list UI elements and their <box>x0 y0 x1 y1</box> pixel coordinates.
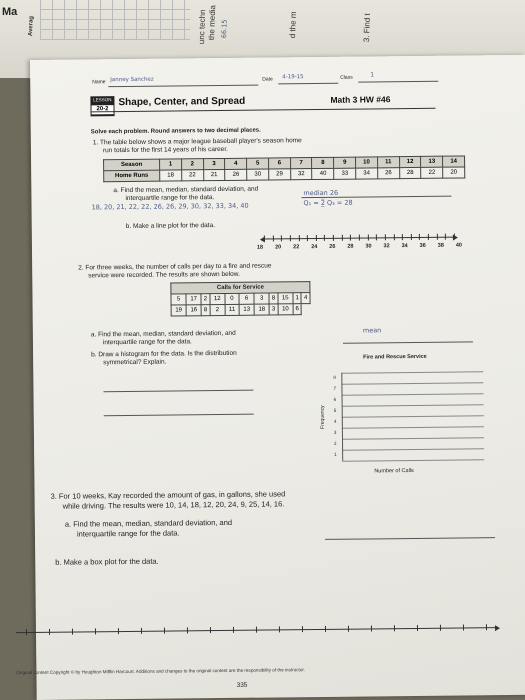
axis-tick <box>350 235 351 241</box>
axis-tick <box>141 628 142 634</box>
calls-cell: 11 <box>225 304 239 315</box>
home-run-cell: 30 <box>247 169 269 180</box>
axis-tick <box>210 627 211 633</box>
calls-cell: 3 <box>254 293 269 304</box>
calls-table-wrapper <box>170 281 310 316</box>
histogram-x-label: Number of Calls <box>374 468 414 475</box>
axis-tick <box>298 235 299 241</box>
histogram-gridline <box>342 404 484 406</box>
problem3-part-a: a. Find the mean, median, standard deviation, and <box>64 517 233 529</box>
background-note: 3. Find t <box>362 13 373 43</box>
problem3-prompt: while driving. The results were 10, 14, 18, 12, 20, 24, 9, 25, 14, 16. <box>62 499 285 511</box>
home-run-cell: 22 <box>181 170 203 181</box>
home-run-cell: 33 <box>334 168 356 179</box>
calls-cell: 8 <box>269 293 278 304</box>
axis-label: 34 <box>401 243 408 250</box>
season-cell: 1 <box>160 159 182 170</box>
axis-label: 40 <box>455 242 462 249</box>
background-heading: Ma <box>2 6 18 18</box>
season-cell: 13 <box>421 156 443 167</box>
season-cell: 8 <box>312 157 334 168</box>
axis-tick <box>463 624 464 630</box>
axis-tick <box>348 626 349 632</box>
histogram-gridline <box>341 371 483 373</box>
calls-cell: 4 <box>301 293 310 304</box>
answer-line <box>325 537 495 540</box>
problem2-prompt: service were recorded. The results are shown below. <box>88 270 240 280</box>
home-run-cell: 18 <box>160 170 182 181</box>
lesson-label: LESSON <box>93 97 112 103</box>
axis-tick <box>256 627 257 633</box>
calls-cell: 10 <box>278 304 293 315</box>
axis-tick <box>359 235 360 241</box>
table-row-header: Home Runs <box>104 170 160 182</box>
calls-cell: 5 <box>171 294 186 305</box>
axis-tick <box>187 627 188 633</box>
season-cell: 9 <box>334 157 356 168</box>
season-cell: 14 <box>443 156 465 167</box>
axis-tick <box>342 235 343 241</box>
background-note: 66.15 <box>220 19 229 39</box>
axis-tick <box>371 625 372 631</box>
homework-label: Math 3 HW #46 <box>330 94 391 105</box>
instructions: Solve each problem. Round answers to two decimal places. <box>90 127 261 136</box>
background-average-text: Averag <box>28 15 35 37</box>
histogram-gridline <box>342 448 484 450</box>
axis-tick <box>419 234 420 240</box>
date-value: 4-19-15 <box>282 74 304 81</box>
calls-cell: 1 <box>293 293 302 304</box>
problem2-part-b: b. Draw a histogram for the data. Is the distribution <box>91 349 237 359</box>
class-value: 1 <box>370 71 375 79</box>
class-label: Class <box>340 74 353 81</box>
axis-tick <box>376 234 377 240</box>
axis-tick <box>26 629 27 635</box>
axis-tick <box>72 629 73 635</box>
calls-cell: 6 <box>239 293 254 304</box>
line-plot-labels <box>257 242 462 250</box>
season-cell: 6 <box>268 158 290 169</box>
axis-tick <box>325 626 326 632</box>
background-note: the media <box>207 4 218 41</box>
name-value: Janney Sanchez <box>110 76 154 84</box>
axis-tick <box>411 234 412 240</box>
answer-line <box>104 414 254 417</box>
calls-cell: 17 <box>186 294 201 305</box>
histogram-gridline <box>342 415 484 417</box>
arrow-right-icon <box>495 625 500 631</box>
histogram-y-tick: 5 <box>333 407 337 413</box>
calls-cell: 16 <box>186 305 201 316</box>
calls-cell: 8 <box>201 305 210 316</box>
calls-cell: 3 <box>269 304 278 315</box>
histogram-gridline <box>342 437 484 439</box>
axis-tick <box>324 235 325 241</box>
background-note: d the m <box>288 11 298 39</box>
home-run-cell: 32 <box>290 169 312 180</box>
problem3-prompt: 3. For 10 weeks, Kay recorded the amount of gas, in gallons, she used <box>50 489 286 501</box>
axis-label: 28 <box>347 243 354 250</box>
home-run-cell: 29 <box>269 169 291 180</box>
home-run-cell: 26 <box>225 169 247 180</box>
season-cell: 7 <box>290 158 312 169</box>
handwritten-median: median 26 <box>303 188 339 198</box>
axis-label: 18 <box>256 244 264 251</box>
home-run-cell: 22 <box>421 167 443 178</box>
calls-cell: 6 <box>293 304 302 315</box>
axis-tick <box>445 234 446 240</box>
axis-tick <box>49 629 50 635</box>
axis-label: 30 <box>365 243 372 250</box>
home-run-cell: 40 <box>312 168 334 179</box>
home-runs-table <box>103 155 465 182</box>
page-number: 335 <box>236 681 248 689</box>
axis-tick <box>233 627 234 633</box>
histogram-y-tick: 2 <box>334 440 337 446</box>
axis-tick <box>281 235 282 241</box>
name-label: Name <box>92 79 106 86</box>
axis-label: 26 <box>329 243 336 250</box>
page-title: Shape, Center, and Spread <box>118 95 246 109</box>
axis-tick <box>428 234 429 240</box>
axis-tick <box>272 235 273 241</box>
axis-tick <box>333 235 334 241</box>
axis-tick <box>486 624 487 630</box>
axis-label: 32 <box>383 243 390 250</box>
axis-tick <box>394 625 395 631</box>
histogram-y-label: Frequency <box>319 405 326 429</box>
axis-tick <box>417 625 418 631</box>
calls-cell: 19 <box>171 305 186 316</box>
axis-tick <box>118 628 119 634</box>
answer-line <box>301 196 451 199</box>
date-label: Date <box>262 76 273 83</box>
axis-tick <box>316 235 317 241</box>
season-cell: 4 <box>225 158 247 169</box>
calls-cell: 12 <box>210 293 225 304</box>
table-row <box>171 304 310 316</box>
class-line <box>358 81 438 83</box>
problem1-part-a: interquartile range for the data. <box>125 194 215 203</box>
histogram-y-tick: 4 <box>333 418 337 424</box>
histogram-gridline <box>342 393 484 395</box>
worksheet-page <box>16 55 525 700</box>
name-line <box>108 85 258 88</box>
problem1-prompt: run totals for the first 14 years of his career. <box>102 145 228 155</box>
calls-cell: 18 <box>254 304 269 315</box>
problem1-part-b: b. Make a line plot for the data. <box>125 222 216 231</box>
axis-tick <box>290 235 291 241</box>
histogram-grid <box>333 371 484 463</box>
axis-label: 38 <box>437 242 444 249</box>
histogram-y-tick: 7 <box>333 385 336 391</box>
histogram-y-tick: 1 <box>334 451 337 457</box>
header-rule <box>91 108 436 113</box>
calls-cell: 2 <box>210 304 225 315</box>
season-cell: 3 <box>203 158 225 169</box>
handwritten-mean: mean <box>362 326 382 335</box>
axis-tick <box>393 234 394 240</box>
home-run-cell: 21 <box>203 169 225 180</box>
axis-tick <box>279 626 280 632</box>
histogram-y-tick: 3 <box>333 429 337 435</box>
axis-tick <box>437 234 438 240</box>
handwritten-sorted-data: 18, 20, 21, 22, 22, 26, 26, 29, 30, 32, 33, 34, 40 <box>91 201 249 212</box>
axis-tick <box>440 625 441 631</box>
histogram-gridline <box>342 459 484 461</box>
problem2-prompt: 2. For three weeks, the number of calls per day to a fire and rescue <box>78 262 272 272</box>
calls-cell: 15 <box>278 293 293 304</box>
home-run-cell: 26 <box>377 168 399 179</box>
histogram-y-tick: 8 <box>333 374 336 380</box>
home-run-cell: 20 <box>443 167 465 178</box>
calls-cell: 2 <box>201 294 210 305</box>
background-note: unc techn <box>197 9 208 45</box>
answer-line <box>103 390 253 393</box>
histogram-gridline <box>342 426 484 428</box>
problem2-part-b: symmetrical? Explain. <box>103 358 167 367</box>
answer-line <box>343 341 473 343</box>
lesson-badge <box>90 96 114 116</box>
axis-label: 36 <box>419 242 426 249</box>
axis-tick <box>307 235 308 241</box>
calls-table-title: Calls for Service <box>170 281 310 293</box>
lesson-number: 20-2 <box>91 105 113 114</box>
axis-tick <box>385 234 386 240</box>
axis-tick <box>95 628 96 634</box>
copyright-text: Original content Copyright © by Houghton Mifflin Harcourt. Additions and changes to the original content are the responsibility of the instructor. <box>16 667 305 676</box>
background-grid <box>40 0 190 40</box>
axis-label: 22 <box>293 244 300 251</box>
calls-table <box>170 292 310 316</box>
season-cell: 10 <box>356 157 378 168</box>
season-cell: 12 <box>399 156 421 167</box>
problem3-part-a: interquartile range for the data. <box>76 528 180 539</box>
axis-tick <box>302 626 303 632</box>
axis-tick <box>164 628 165 634</box>
date-line <box>278 83 338 85</box>
problem2-part-a: a. Find the mean, median, standard deviation, and <box>90 329 236 339</box>
problem1-prompt: 1. The table below shows a major league baseball player's season home <box>92 137 302 147</box>
handwritten-quartiles: Q₁ = 2̲̅ Q₃ = 28 <box>303 198 353 208</box>
empty-cell <box>301 304 310 315</box>
axis-label: 24 <box>311 244 318 251</box>
season-cell: 5 <box>247 158 269 169</box>
home-run-cell: 28 <box>399 167 421 178</box>
calls-cell: 13 <box>239 304 254 315</box>
axis-tick <box>454 234 455 240</box>
problem2-part-a: interquartile range for the data. <box>102 338 192 347</box>
histogram-gridline <box>341 382 483 384</box>
axis-tick <box>402 234 403 240</box>
axis-tick <box>264 236 265 242</box>
season-cell: 2 <box>181 159 203 170</box>
problem3-part-b: b. Make a box plot for the data. <box>55 556 159 567</box>
histogram-y-tick: 6 <box>333 396 337 402</box>
calls-cell: 0 <box>225 293 239 304</box>
season-cell: 11 <box>377 157 399 168</box>
axis-tick <box>367 234 368 240</box>
histogram-title: Fire and Rescue Service <box>363 353 427 361</box>
home-run-cell: 34 <box>356 168 378 179</box>
table-row-header: Season <box>104 159 160 171</box>
problem1-part-a: a. Find the mean, median, standard deviation, and <box>113 185 259 195</box>
axis-label: 20 <box>275 244 282 251</box>
